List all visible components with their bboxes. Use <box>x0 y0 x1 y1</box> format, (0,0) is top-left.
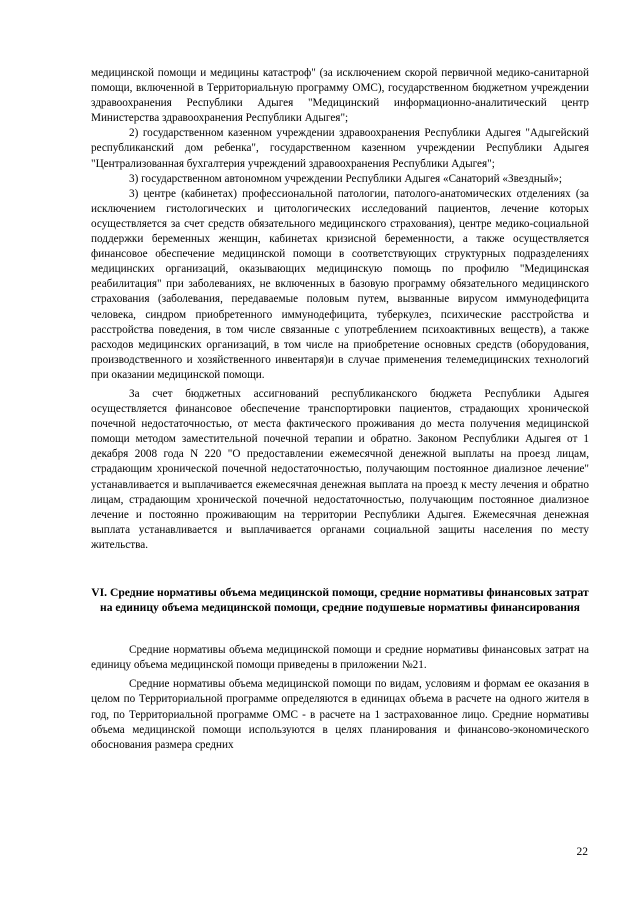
paragraph-continuation: медицинской помощи и медицины катастроф" (за исключением скорой первичной медико-санитарной помощи, включенной в Территориальную программу ОМС), государственном бюджетном учреждении здравоохранения Республики Адыгея "Медицинский информационно-аналитический центр Министерства здравоохранения Республики Адыгея"; <box>91 67 589 125</box>
page-number: 22 <box>576 846 588 858</box>
paragraph-dialysis-transport: За счет бюджетных ассигнований республиканского бюджета Республики Адыгея осуществляется финансовое обеспечение транспортировки пациентов, страдающих хронической почечной недостаточностью, от места фактического проживания до места получения медицинской помощи методом заместительной почечной терапии и обратно. Законом Республики Адыгея от 1 декабря 2008 года N 220 "О предоставлении ежемесячной денежной выплаты на проезд лицам, страдающим хронической почечной недостаточностью, получающим постоянное диализное лечение" устанавливается и выплачивается ежемесячная денежная выплата на проезд к месту лечения и обратно лицам, страдающим хронической почечной недостаточностью, получающим постоянное диализное лечение и постоянно проживающим на территории Республики Адыгея. Ежемесячная денежная выплата устанавливается и выплачивается органами социальной защиты населения по месту жительства. <box>91 387 589 551</box>
list-item-3-sanatorium: 3) государственном автономном учреждении Республики Адыгея «Санаторий «Звездный»; <box>129 172 563 185</box>
paragraph-standards-reference: Средние нормативы объема медицинской помощи и средние нормативы финансовых затрат на единицу объема медицинской помощи приведены в приложении №21. <box>91 644 589 672</box>
page-content <box>91 66 589 753</box>
section-heading: VI. Средние нормативы объема медицинской помощи, средние нормативы финансовых затрат на единицу объема медицинской помощи, средние подушевые нормативы финансирования <box>91 586 589 615</box>
list-item-2: 2) государственном казенном учреждении здравоохранения Республики Адыгея "Адыгейский республиканский дом ребенка", государственном казенном учреждении Республики Адыгея "Централизованная бухгалтерия учреждений здравоохранения Республики Адыгея"; <box>91 127 589 170</box>
paragraph-standards-volume: Средние нормативы объема медицинской помощи по видам, условиям и формам ее оказания в целом по Территориальной программе определяются в единицах объема в расчете на одного жителя в год, по Территориальной программе ОМС - в расчете на 1 застрахованное лицо. Средние нормативы объема медицинской помощи используются в целях планирования и финансово-экономического обоснования размера средних <box>91 678 589 751</box>
list-item-3-centers: 3) центре (кабинетах) профессиональной патологии, патолого-анатомических отделениях (за исключением гистологических и цитологических исследований пациентов, лечение которых осуществляется за счет средств обязательного медицинского страхования), центре медико-социальной поддержки беременных женщин, кабинетах кризисной беременности, а также осуществляется финансовое обеспечение медицинской помощи в соответствующих структурных подразделениях медицинских организаций, оказывающих медицинскую помощь по профилю "Медицинская реабилитация" при заболеваниях, не включенных в базовую программу обязательного медицинского страхования (заболевания, передаваемые половым путем, вызванные вирусом иммунодефицита человека, синдром приобретенного иммунодефицита, туберкулез, психические расстройства и расстройства поведения, в том числе связанные с употреблением психоактивных веществ), а также расходов медицинских организаций, в том числе на приобретение основных средств (оборудования, производственного и хозяйственного инвентаря)и в случае применения телемедицинских технологий при оказании медицинской помощи. <box>91 187 589 381</box>
